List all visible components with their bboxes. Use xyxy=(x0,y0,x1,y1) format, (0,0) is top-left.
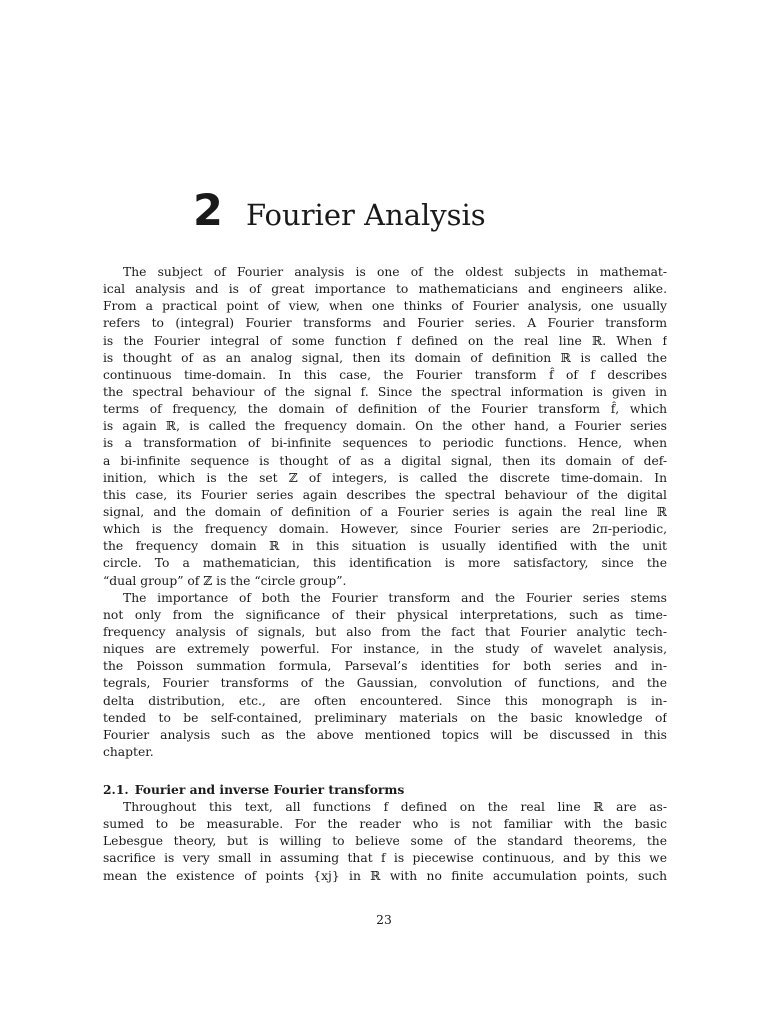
text-line: chapter. xyxy=(103,744,154,759)
text-line: Fourier analysis such as the above mentioned topics will be discussed in this xyxy=(103,727,667,742)
text-line: the frequency domain ℝ in this situation is usually identified with the unit xyxy=(103,539,667,554)
intro-text xyxy=(103,264,667,761)
section-heading xyxy=(103,781,404,798)
text-line: ical analysis and is of great importance to mathematicians and engineers alike. xyxy=(103,282,667,297)
chapter-title: Fourier Analysis xyxy=(246,198,486,232)
text-line: is the Fourier integral of some function f defined on the real line ℝ. When f xyxy=(103,333,667,348)
chapter-number: 2 xyxy=(193,186,223,236)
text-line: circle. To a mathematician, this identification is more satisfactory, since the xyxy=(103,556,667,571)
text-line: frequency analysis of signals, but also from the fact that Fourier analytic tech- xyxy=(103,624,667,639)
section-number: 2.1. xyxy=(103,782,129,797)
chapter-heading xyxy=(193,186,486,240)
text-line: this case, its Fourier series again describes the spectral behaviour of the digital xyxy=(103,487,667,502)
text-line: terms of frequency, the domain of definition of the Fourier transform f̂, which xyxy=(103,402,667,417)
text-line: delta distribution, etc., are often encountered. Since this monograph is in- xyxy=(103,693,667,708)
text-line: The importance of both the Fourier transform and the Fourier series stems xyxy=(123,590,667,605)
text-line: is thought of as an analog signal, then its domain of definition ℝ is called the xyxy=(103,350,667,365)
text-line: niques are extremely powerful. For instance, in the study of wavelet analysis, xyxy=(103,642,667,657)
text-line: not only from the significance of their physical interpretations, such as time- xyxy=(103,607,667,622)
text-line: Lebesgue theory, but is willing to believe some of the standard theorems, the xyxy=(103,834,667,849)
text-line: inition, which is the set ℤ of integers, is called the discrete time-domain. In xyxy=(103,470,667,485)
text-line: which is the frequency domain. However, since Fourier series are 2π-periodic, xyxy=(103,522,667,537)
text-line: continuous time-domain. In this case, the Fourier transform f̂ of f describes xyxy=(103,367,667,382)
page-number: 23 xyxy=(376,913,392,927)
text-line: a bi-infinite sequence is thought of as a digital signal, then its domain of def- xyxy=(103,453,667,468)
text-line: the Poisson summation formula, Parseval’s identities for both series and in- xyxy=(103,659,667,674)
text-line: refers to (integral) Fourier transforms and Fourier series. A Fourier transform xyxy=(103,316,667,331)
text-line: mean the existence of points {xj} in ℝ with no finite accumulation points, such xyxy=(103,868,667,883)
section-title: Fourier and inverse Fourier transforms xyxy=(134,782,405,797)
text-line: is again ℝ, is called the frequency domain. On the other hand, a Fourier series xyxy=(103,419,667,434)
section-text xyxy=(103,799,667,885)
text-line: tended to be self-contained, preliminary materials on the basic knowledge of xyxy=(103,710,667,725)
text-line: tegrals, Fourier transforms of the Gaussian, convolution of functions, and the xyxy=(103,676,667,691)
text-line: Throughout this text, all functions f defined on the real line ℝ are as- xyxy=(123,800,667,814)
text-line: From a practical point of view, when one thinks of Fourier analysis, one usually xyxy=(103,299,667,314)
text-line: sacrifice is very small in assuming that f is piecewise continuous, and by this we xyxy=(103,851,667,866)
text-line: is a transformation of bi-infinite sequences to periodic functions. Hence, when xyxy=(103,436,667,451)
text-line: sumed to be measurable. For the reader who is not familiar with the basic xyxy=(103,817,667,832)
text-line: The subject of Fourier analysis is one of the oldest subjects in mathemat- xyxy=(123,265,667,279)
text-line: “dual group” of ℤ is the “circle group”. xyxy=(103,573,347,588)
text-line: the spectral behaviour of the signal f. Since the spectral information is given in xyxy=(103,384,667,399)
text-line: signal, and the domain of definition of a Fourier series is again the real line ℝ xyxy=(103,504,667,519)
